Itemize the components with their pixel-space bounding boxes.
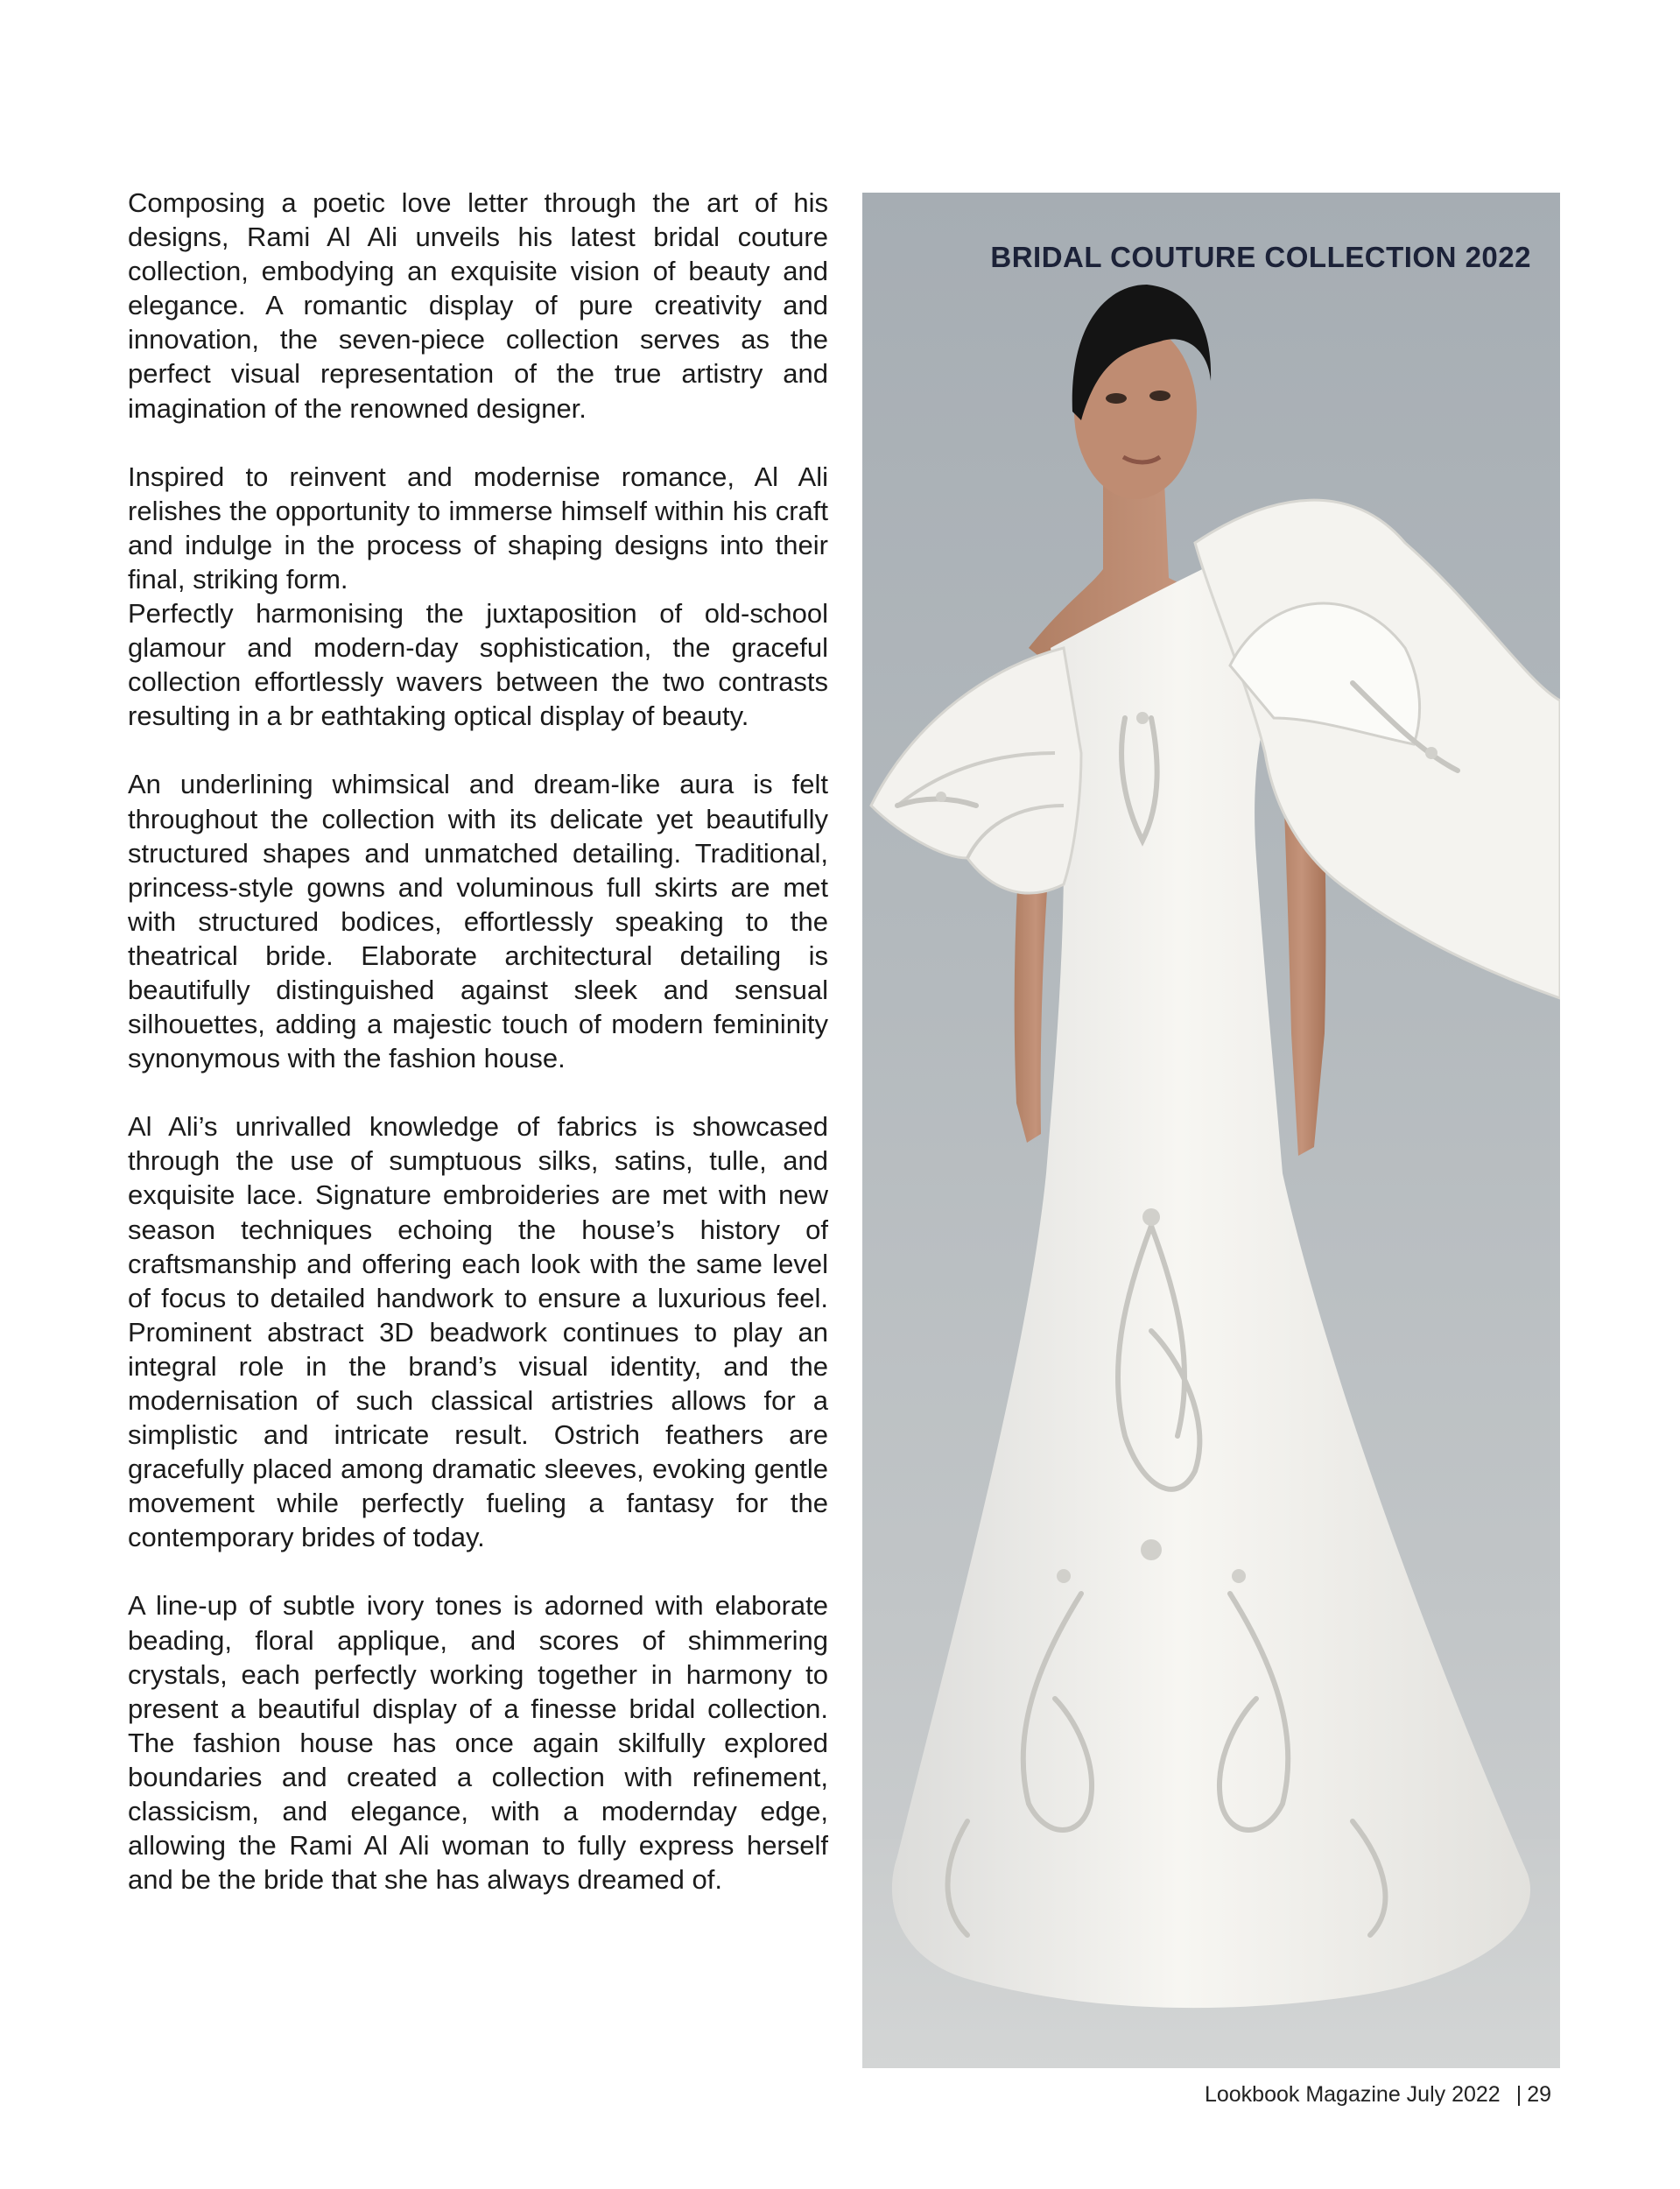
left-ruffle-sleeve <box>871 648 1081 893</box>
bridal-photo <box>862 193 1560 2068</box>
page-footer <box>1205 2082 1551 2108</box>
footer-separator: | <box>1515 2082 1522 2107</box>
right-eye <box>1149 391 1170 401</box>
article-paragraph-4: An underlining whimsical and dream-like aura is felt throughout the collection with its delicate yet beautifully structured shapes and unmatched detailing. Traditional, princess-style gowns and voluminous full skirts are met with structured bodices, effortlessly speaking to the theatrical bride. Elaborate architectural detailing is beautifully distinguished against sleek and sensual silhouettes, adding a majestic touch of modern femininity synonymous with the fashion house. <box>128 769 828 1074</box>
article-paragraph-6: A line-up of subtle ivory tones is adorned with elaborate beading, floral applique, and scores of shimmering crystals, each perfectly working together in harmony to present a beautiful display of a finesse bridal collection. The fashion house has once again skilfully explored boundaries and created a collection with refinement, classicism, and elegance, with a modernday edge, allowing the Rami Al Ali woman to fully express herself and be the bride that she has always dreamed of. <box>128 1590 828 1896</box>
article-paragraph-3: Perfectly harmonising the juxtaposition of old-school glamour and modern-day sophistication, the graceful collection effortlessly wavers between the two contrasts resulting in a br eathtaking optical display of beauty. <box>128 598 828 732</box>
bridal-gown-illustration <box>862 193 1560 2068</box>
article-paragraph-5: Al Ali’s unrivalled knowledge of fabrics is showcased through the use of sumptuous silks, satins, tulle, and exquisite lace. Signature embroideries are met with new season techniques echoing the house’s history of craftsmanship and offering each look with the same level of focus to detailed handwork to ensure a luxurious feel. Prominent abstract 3D beadwork continues to play an integral role in the brand’s visual identity, and the modernisation of such classical artistries allows for a simplistic and intricate result. Ostrich feathers are gracefully placed among dramatic sleeves, evoking gentle movement while perfectly fueling a fantasy for the contemporary brides of today. <box>128 1111 828 1553</box>
article-paragraph-1: Composing a poetic love letter through the art of his designs, Rami Al Ali unveils his latest bridal couture collection, embodying an exquisite vision of beauty and elegance. A romantic display of pure creativity and innovation, the seven-piece collection serves as the perfect visual representation of the true artistry and imagination of the renowned designer. <box>128 187 828 424</box>
article-body <box>128 186 828 1931</box>
article-paragraph-2: Inspired to reinvent and modernise romance, Al Ali relishes the opportunity to immerse himself within his craft and indulge in the process of shaping designs into their final, striking form. <box>128 461 828 595</box>
page-number: 29 <box>1527 2082 1551 2107</box>
left-eye <box>1106 393 1127 404</box>
collection-title: BRIDAL COUTURE COLLECTION 2022 <box>990 241 1531 273</box>
publication-name: Lookbook Magazine July 2022 <box>1204 2082 1501 2107</box>
